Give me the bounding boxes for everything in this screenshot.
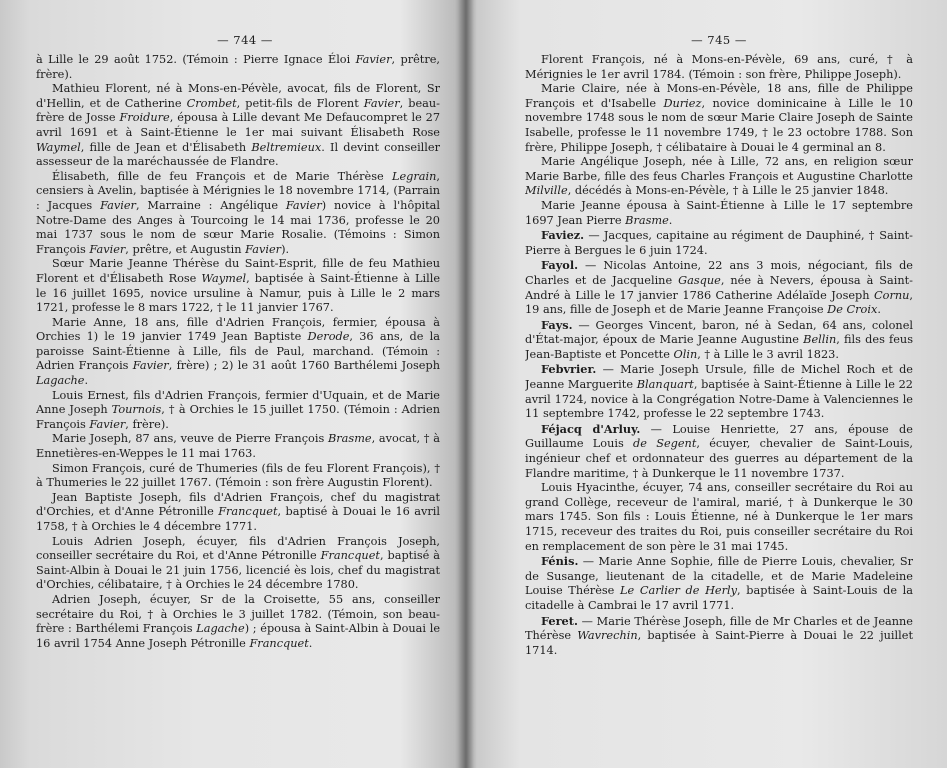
text-run: ) ; épousa à Saint-Albin à Douai le 16 avril 1754 Anne Joseph Pétronille bbox=[36, 622, 440, 650]
text-run: Marie Jeanne épousa à Saint-Étienne à Lille le 17 septembre 1697 Jean Pierre bbox=[525, 198, 913, 227]
text-run: , avocat, † à Ennetières-en-Weppes le 11 mai 1763. bbox=[36, 432, 440, 461]
text-run: Marie Angélique Joseph, née à Lille, 72 ans, en religion sœur Marie Barbe, fille des feus Charles François et Augustine Charlotte bbox=[525, 155, 913, 183]
text-run: Marie Joseph, 87 ans, veuve de Pierre François bbox=[52, 432, 328, 446]
text-run: Mathieu Florent, né à Mons-en-Pévèle, avocat, fils de Florent, Sr d'Hellin, et de Catherine bbox=[36, 82, 440, 110]
italic-name: Lagache bbox=[196, 622, 245, 636]
text-run: , petit-fils de Florent bbox=[236, 96, 364, 110]
paragraph bbox=[525, 318, 913, 363]
text-run: à Lille le 29 août 1752. (Témoin : Pierre Ignace Éloi bbox=[36, 53, 356, 66]
paragraph bbox=[525, 362, 913, 421]
text-run: , fille de Jean et d'Élisabeth bbox=[80, 140, 252, 154]
italic-name: Duriez bbox=[663, 96, 702, 110]
text-run: , 36 ans, de la paroisse Saint-Étienne à Lille, fils de Paul, marchand. (Témoin : Adrien François bbox=[36, 330, 440, 373]
italic-name: Favier bbox=[89, 417, 126, 431]
paragraph bbox=[525, 258, 913, 317]
entry-surname: Fénis. bbox=[541, 554, 579, 569]
paragraph bbox=[525, 199, 913, 228]
entry-surname: Feret. bbox=[541, 613, 578, 628]
italic-name: Milville bbox=[525, 184, 568, 198]
text-run: — Marie Joseph Ursule, fille de Michel Roch et de Jeanne Marguerite bbox=[525, 363, 913, 392]
paragraph bbox=[36, 316, 440, 389]
text-run: ). bbox=[281, 242, 290, 256]
text-run: , † à Lille le 3 avril 1823. bbox=[697, 347, 839, 361]
paragraph bbox=[36, 82, 440, 170]
text-run: — Marie Anne Sophie, fille de Pierre Louis, chevalier, Sr de Susange, lieutenant de la citadelle, et de Marie Madeleine Louise Thérèse bbox=[525, 555, 913, 598]
page-text bbox=[36, 53, 440, 651]
text-run: , 19 ans, fille de Joseph et de Marie Jeanne Françoise bbox=[525, 288, 913, 317]
text-run: . bbox=[308, 636, 313, 650]
italic-name: Crombet bbox=[186, 96, 237, 110]
italic-name: Favier bbox=[245, 242, 282, 256]
entry-surname: Febvrier. bbox=[541, 362, 597, 377]
text-run: , prêtre, et Augustin bbox=[125, 242, 246, 256]
italic-name: De Croix bbox=[827, 303, 878, 317]
text-run: , décédés à Mons-en-Pévèle, † à Lille le 25 janvier 1848. bbox=[567, 184, 889, 198]
page-text bbox=[525, 53, 913, 658]
italic-name: Wavrechin bbox=[577, 629, 638, 643]
italic-name: Favier bbox=[285, 198, 322, 212]
italic-name: Favier bbox=[89, 242, 126, 256]
text-run: , prêtre, frère). bbox=[36, 53, 440, 81]
entry-surname: Fays. bbox=[541, 317, 573, 332]
entry-surname: Fayol. bbox=[541, 258, 579, 273]
italic-name: Derode bbox=[307, 330, 350, 344]
italic-name: Olin bbox=[673, 347, 698, 361]
italic-name: Tournois bbox=[111, 403, 162, 417]
paragraph bbox=[36, 257, 440, 315]
text-run: , baptisée à Saint-Louis de la citadelle à Cambrai le 17 avril 1771. bbox=[525, 584, 913, 612]
text-run: Simon François, curé de Thumeries (fils de feu Florent François), † à Thumeries le 22 juillet 1767. (Témoin : son frère Augustin Florent). bbox=[36, 461, 440, 490]
text-run: , † à Orchies le 15 juillet 1750. (Témoin : Adrien François bbox=[36, 403, 440, 431]
paragraph bbox=[36, 593, 440, 651]
italic-name: Froidure bbox=[119, 111, 170, 125]
text-run: — Nicolas Antoine, 22 ans 3 mois, négociant, fils de Charles et de Jacqueline bbox=[525, 259, 913, 287]
text-run: Marie Anne, 18 ans, fille d'Adrien François, fermier, épousa à Orchies 1) le 19 janvier 1749 Jean Baptiste bbox=[36, 315, 440, 344]
paragraph bbox=[36, 535, 440, 593]
text-run: — Georges Vincent, baron, né à Sedan, 64 ans, colonel d'État-major, époux de Marie Jeanne Augustine bbox=[525, 318, 913, 347]
italic-name: Favier bbox=[363, 96, 400, 110]
text-run: , Marraine : Angélique bbox=[135, 198, 286, 212]
paragraph bbox=[36, 462, 440, 491]
italic-name: Francquet bbox=[320, 549, 380, 563]
paragraph bbox=[525, 554, 913, 613]
text-run: Louis Adrien Joseph, écuyer, fils d'Adrien François Joseph, conseiller secrétaire du Roi, et d'Anne Pétronille bbox=[36, 534, 440, 563]
text-run: , novice dominicaine à Lille le 10 novembre 1748 sous le nom de sœur Marie Claire Joseph de Sainte Isabelle, professe le 11 novembre 1749, † le 23 octobre 1788. Son frère, Philippe Joseph, † célibataire à Douai le 4 germinal an 8. bbox=[525, 96, 913, 154]
italic-name: Francquet bbox=[218, 505, 278, 519]
text-run: , baptisée à Saint-Pierre à Douai le 22 juillet 1714. bbox=[525, 629, 913, 657]
text-run: Florent François, né à Mons-en-Pévèle, 69 ans, curé, † à Mérignies le 1er avril 1784. (Témoin : son frère, Philippe Joseph). bbox=[525, 53, 913, 81]
italic-name: Cornu bbox=[874, 288, 910, 302]
italic-name: Brasme bbox=[327, 432, 372, 446]
italic-name: Francquet bbox=[249, 636, 309, 650]
text-run: — Jacques, capitaine au régiment de Dauphiné, † Saint-Pierre à Bergues le 6 juin 1724. bbox=[525, 229, 913, 257]
paragraph bbox=[525, 53, 913, 82]
italic-name: Legrain bbox=[391, 169, 437, 183]
italic-name: de Segent bbox=[633, 437, 697, 451]
text-run: Louis Hyacinthe, écuyer, 74 ans, conseiller secrétaire du Roi au grand Collège, receveur de l'amiral, marié, † à Dunkerque le 30 mars 1745. Son fils : Louis Étienne, né à Dunkerque le 1er mars 1715, receveur des traites du Roi, puis conseiller secrétaire du Roi en remplacement de son père le 31 mai 1745. bbox=[525, 481, 913, 553]
text-run: Adrien Joseph, écuyer, Sr de la Croisette, 55 ans, conseiller secrétaire du Roi, † à Orchies le 3 juillet 1782. (Témoin, son beau-frère : Barthélemi François bbox=[36, 592, 440, 636]
text-run: Sœur Marie Jeanne Thérèse du Saint-Esprit, fille de feu Mathieu Florent et d'Élisabeth Rose bbox=[36, 257, 440, 285]
text-run: , baptisé à Saint-Albin à Douai le 21 juin 1756, licencié ès lois, chef du magistrat d'Orchies, célibataire, † à Orchies le 24 décembre 1780. bbox=[36, 549, 440, 592]
text-run: , écuyer, chevalier de Saint-Louis, ingénieur chef et ordonnateur des guerres au département de la Flandre maritime, † à Dunkerque le 11 novembre 1737. bbox=[525, 437, 913, 480]
italic-name: Favier bbox=[100, 198, 136, 212]
left-page bbox=[36, 0, 440, 768]
paragraph bbox=[36, 491, 440, 535]
text-run: , baptisé à Douai le 16 avril 1758, † à Orchies le 4 décembre 1771. bbox=[36, 505, 440, 533]
text-run: , censiers à Avelin, baptisée à Mérignies le 18 novembre 1714, (Parrain : Jacques bbox=[36, 169, 440, 212]
text-run: , beau-frère de Josse bbox=[36, 96, 440, 125]
text-run: Jean Baptiste Joseph, fils d'Adrien François, chef du magistrat d'Orchies, et d'Anne Pétronille bbox=[36, 490, 440, 519]
entry-surname: Faviez. bbox=[541, 228, 585, 243]
italic-name: Bellin bbox=[803, 333, 837, 347]
text-run: . bbox=[668, 213, 673, 227]
right-page bbox=[525, 0, 913, 768]
paragraph bbox=[525, 82, 913, 155]
italic-name: Blanquart bbox=[636, 378, 694, 392]
text-run: . Il devint conseiller assesseur de la maréchaussée de Flandre. bbox=[36, 140, 440, 169]
text-run: , fils des feus Jean-Baptiste et Poncette bbox=[525, 333, 913, 361]
italic-name: Waymel bbox=[201, 271, 247, 285]
italic-name: Favier bbox=[132, 359, 169, 373]
text-run: — Louise Henriette, 27 ans, épouse de Guillaume Louis bbox=[525, 422, 913, 451]
paragraph bbox=[525, 481, 913, 554]
paragraph bbox=[525, 155, 913, 199]
book-gutter bbox=[455, 0, 477, 768]
paragraph bbox=[36, 170, 440, 258]
italic-name: Lagache bbox=[36, 374, 85, 388]
paragraph bbox=[36, 432, 440, 461]
text-run: , baptisée à Saint-Étienne à Lille le 16 juillet 1695, novice ursuline à Namur, puis à Lille le 2 mars 1721, professe le 8 mars 1722, † le 11 janvier 1767. bbox=[36, 271, 440, 315]
text-run: — Marie Thérèse Joseph, fille de Mr Charles et de Jeanne Thérèse bbox=[525, 614, 913, 643]
text-run: Marie Claire, née à Mons-en-Pévèle, 18 ans, fille de Philippe François et d'Isabelle bbox=[525, 82, 913, 110]
page-number: — 745 — bbox=[691, 33, 747, 47]
text-run: , née à Nevers, épousa à Saint-André à Lille le 17 janvier 1786 Catherine Adélaïde Joseph bbox=[525, 273, 913, 302]
page-number: — 744 — bbox=[217, 33, 273, 47]
text-run: ) novice à l'hôpital Notre-Dame des Anges à Tourcoing le 14 mai 1736, professe le 20 mai 1737 sous le nom de sœur Marie Rosalie. (Témoins : Simon François bbox=[36, 198, 440, 256]
paragraph bbox=[525, 228, 913, 258]
text-run: , épousa à Lille devant Me Defaucompret le 27 avril 1691 et à Saint-Étienne le 1er mai suivant Élisabeth Rose bbox=[36, 111, 440, 139]
text-run: , baptisée à Saint-Étienne à Lille le 22 avril 1724, novice à la Congrégation Notre-Dame à Valenciennes le 11 septembre 1742, professe le 22 septembre 1743. bbox=[525, 378, 913, 421]
text-run: . bbox=[84, 374, 89, 388]
text-run: Louis Ernest, fils d'Adrien François, fermier d'Uquain, et de Marie Anne Joseph bbox=[36, 388, 440, 417]
text-run: . bbox=[877, 303, 881, 317]
paragraph bbox=[525, 422, 913, 481]
paragraph bbox=[36, 53, 440, 82]
text-run: , frère) ; 2) le 31 août 1760 Barthélemi Joseph bbox=[168, 359, 440, 373]
italic-name: Brasme bbox=[625, 213, 669, 227]
italic-name: Gasque bbox=[678, 273, 721, 287]
text-run: Élisabeth, fille de feu François et de Marie Thérèse bbox=[52, 169, 392, 183]
italic-name: Beltremieux bbox=[251, 140, 322, 154]
paragraph bbox=[36, 389, 440, 433]
entry-surname: Féjacq d'Arluy. bbox=[541, 421, 641, 436]
paragraph bbox=[525, 614, 913, 659]
italic-name: Le Carlier de Herly bbox=[620, 584, 738, 598]
text-run: , frère). bbox=[125, 417, 169, 431]
italic-name: Favier bbox=[355, 53, 392, 66]
italic-name: Waymel bbox=[36, 140, 81, 154]
